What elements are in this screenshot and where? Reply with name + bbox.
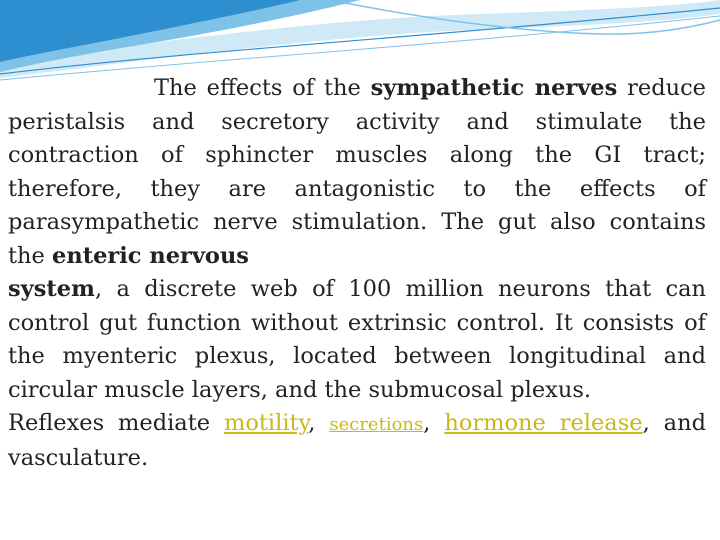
secretions-link[interactable]: secretions bbox=[329, 414, 424, 435]
sentence-3-start: Reflexes mediate bbox=[8, 410, 224, 436]
sentence-2-rest: , a discrete web of 100 million neurons that can control gut function without extrinsic control. It consists of the myenteric plexus, located between longitudinal and circular muscle layers, and the submucosal plexus. bbox=[8, 276, 706, 403]
enteric-nervous-term: enteric nervous bbox=[52, 242, 249, 269]
separator-2: , bbox=[423, 410, 445, 436]
separator-1: , bbox=[308, 410, 330, 436]
sympathetic-nerves-term: sympathetic nerves bbox=[370, 75, 618, 101]
sentence-1-rest: reduce peristalsis and secretory activity and stimulate the contraction of sphincter muscles along the GI tract; therefore, they are antagonistic to the effects of parasympathetic nerve stimulation. bbox=[8, 75, 707, 235]
sentence-1-start: The effects of the bbox=[154, 75, 371, 101]
sentence-3-end: , and vasculature. bbox=[8, 410, 706, 471]
motility-link[interactable]: motility bbox=[224, 410, 309, 436]
slide-body-text bbox=[8, 72, 706, 475]
sentence-2-start: The gut also contains the bbox=[8, 209, 706, 269]
enteric-system-term: system bbox=[8, 276, 95, 302]
hormone-release-link[interactable]: hormone release bbox=[444, 410, 643, 436]
